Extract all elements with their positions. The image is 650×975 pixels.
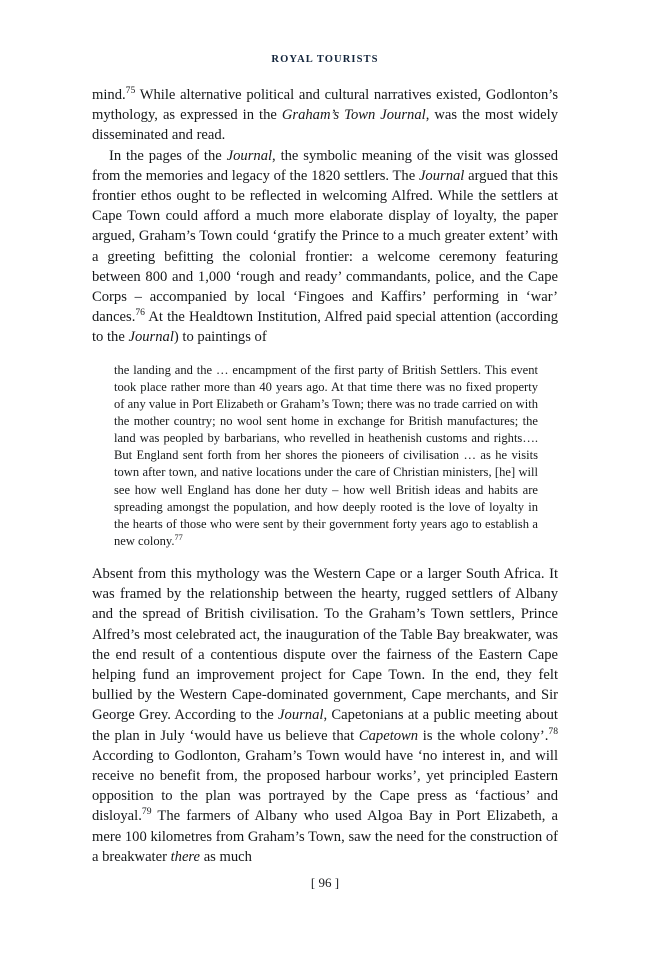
running-head: ROYAL TOURISTS <box>271 54 379 65</box>
block-quotation-text: the landing and the … encampment of the first party of British Settlers. This event took place rather more than 40 years ago. At that time there was no fixed property of any value in Port Elizabeth or Graham’s Town; there was no trade carried on with the mother country; no wool sent home in exchange for British manufactures; the land was peopled by barbarians, who revelled in heathenish customs and rights…. But England sent forth from her shores the pioneers of civilisation … as he visits town after town, and native locations under the care of Christian ministers, [he] will see how well England has done her duty – how well British ideas and habits are spreading amongst the population, and how deeply rooted is the love of loyalty in the hearts of those who were sent by their government forty years ago to establish a new colony.$^{77}$ <box>114 362 538 548</box>
paragraph-2: In the pages of the Journal, the symbolic meaning of the visit was glossed from the memories and legacy of the 1820 settlers. The Journal argued that this frontier ethos ought to be reflected in welcoming Alfred. While the settlers at Cape Town could afford a much more elaborate display of loyalty, the paper argued, Graham’s Town could ‘gratify the Prince to a much greater extent’ with a greeting befitting the colonial frontier: a welcome ceremony featuring between 800 and 1,000 ‘rough and ready’ commandants, police, and the Cape Corps – accompanied by local ‘Fingoes and Kaffirs’ performing in ‘war’ dances.$^{76}$ At the Healdtown Institution, Alfred paid special attention (according to the Journal) to paintings of <box>92 147 559 346</box>
paragraph-1: mind.$^{75}$ While alternative political and cultural narratives existed, Godlonton’s mythology, as expressed in the Graham’s Town Journal, was the most widely disseminated and read. <box>92 85 558 144</box>
page-number: [ 96 ] <box>310 875 340 890</box>
paragraph-3: Absent from this mythology was the Western Cape or a larger South Africa. It was framed by the relationship between the hearty, rugged settlers of Albany and the spread of British civilisation. To the Graham’s Town settlers, Prince Alfred’s most celebrated act, the inauguration of the Table Bay breakwater, was the end result of a contentious dispute over the fairness of the Eastern Cape helping fund an improvement project for Cape Town. In the end, they felt bullied by the Western Cape-dominated government, Cape merchants, and Sir George Grey. According to the Journal, Capetonians at a public meeting about the plan in July ‘would have us believe that Capetown is the whole colony’.$^{78}$ According to Godlonton, Graham’s Town would have ‘no interest in, and will receive no benefit from, the proposed harbour works’, yet principled Eastern opposition to the plan was portrayed by the Cape press as ‘factious’ and disloyal.$^{79}$ The farmers of Albany who used Algoa Bay in Port Elizabeth, a mere 100 kilometres from Graham’s Town, saw the need for the construction of a breakwater there as much <box>92 566 558 865</box>
body-text-block-after <box>92 564 558 867</box>
body-text-block <box>92 85 558 348</box>
block-quotation <box>92 362 558 550</box>
